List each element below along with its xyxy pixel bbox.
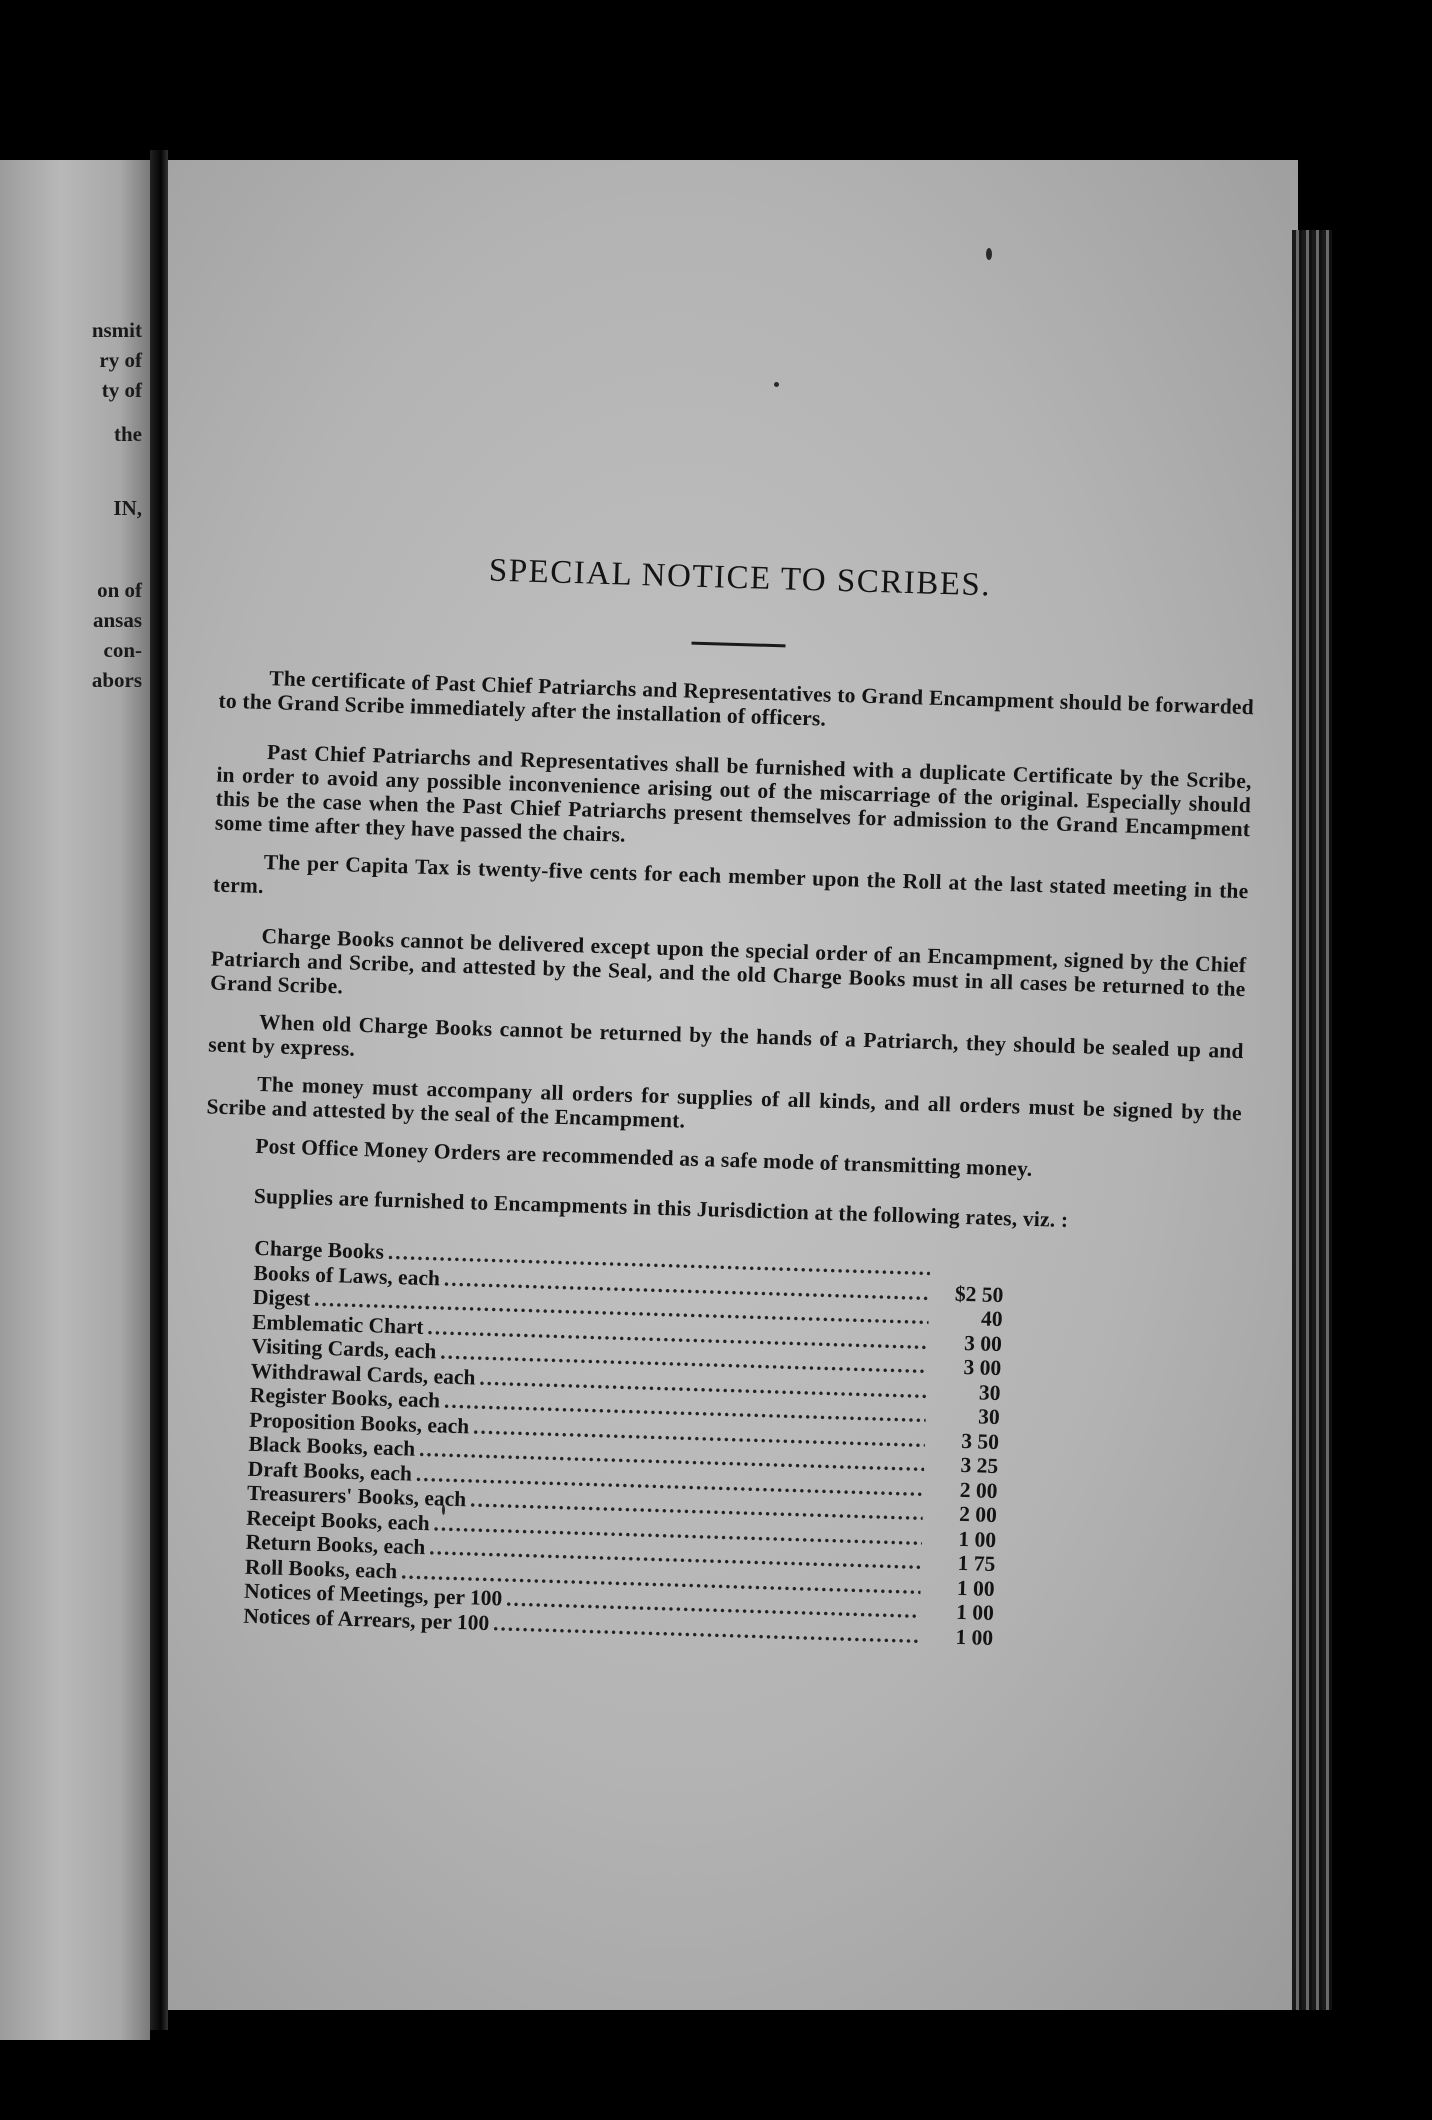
facing-page-line: IN,	[113, 496, 142, 520]
price-value: 40	[980, 1306, 1003, 1332]
price-item: Roll Books, each	[244, 1554, 398, 1583]
book-gutter	[150, 150, 168, 2030]
facing-page-line: ry of	[99, 348, 142, 372]
price-value: 1 00	[958, 1526, 997, 1552]
price-value	[934, 1275, 1004, 1277]
price-value: 1 00	[955, 1624, 994, 1650]
price-item: Books of Laws, each	[253, 1260, 441, 1290]
price-item: Register Books, each	[249, 1382, 441, 1413]
price-value: 3 00	[963, 1330, 1003, 1356]
paragraph: Past Chief Patriarchs and Representatives shall be furnished with a duplicate Certificate by the Scribe, in order to avoid any possible inconvenience arising out of the miscarriage of the original. Especially should this be the case when the Past Chief Patriarchs present themselves for admission to the Grand Encampment some time after they have passed the chairs.	[214, 740, 1253, 847]
paragraph: The money must accompany all orders for supplies of all kinds, and all orders must be signed by the Scribe and attested by the seal of the Encampment.	[206, 1071, 1243, 1133]
price-item: Notices of Meetings, per 100	[243, 1578, 503, 1611]
paragraph: When old Charge Books cannot be returned by the hands of a Patriarch, they should be sealed up and sent by express.	[208, 1009, 1245, 1064]
price-value: 1 75	[957, 1550, 996, 1576]
price-value: 30	[978, 1379, 1001, 1405]
price-value: 2 00	[959, 1477, 998, 1503]
facing-page	[0, 160, 150, 2040]
price-item: Receipt Books, each	[246, 1505, 430, 1535]
price-value: 3 25	[960, 1452, 999, 1479]
price-item: Return Books, each	[245, 1529, 426, 1560]
price-value: 30	[977, 1404, 1001, 1430]
facing-page-line: ansas	[92, 608, 142, 632]
facing-page-text	[92, 315, 142, 695]
price-item: Emblematic Chart	[251, 1309, 424, 1339]
page-edge-stack	[1292, 230, 1332, 2010]
price-item: Proposition Books, each	[248, 1407, 470, 1438]
price-value: 3 00	[963, 1354, 1002, 1381]
facing-page-line: con-	[103, 638, 142, 662]
facing-page-line: ty of	[101, 378, 142, 402]
price-value: 3 50	[960, 1428, 1000, 1454]
paragraph: Supplies are furnished to Encampments in this Jurisdiction at the following rates, viz. :	[253, 1183, 1069, 1233]
price-item: Withdrawal Cards, each	[250, 1358, 476, 1389]
price-item: Notices of Arrears, per 100	[243, 1603, 490, 1635]
price-value: $2 50	[954, 1281, 1004, 1307]
facing-page-line: abors	[91, 668, 142, 692]
price-list	[243, 1236, 1004, 1650]
notice-content	[191, 545, 1258, 1657]
facing-page-line: the	[114, 422, 142, 446]
title-rule	[691, 642, 785, 648]
price-value: 1 00	[956, 1575, 995, 1601]
price-item: Treasurers' Books, each	[246, 1480, 467, 1512]
document-page	[168, 160, 1298, 2010]
price-value: 1 00	[955, 1599, 995, 1625]
price-item: Black Books, each	[248, 1431, 416, 1461]
price-item: Charge Books	[254, 1235, 385, 1264]
price-item: Visiting Cards, each	[251, 1333, 437, 1364]
paragraph: Post Office Money Orders are recommended as a safe mode of transmitting money.	[255, 1133, 1033, 1181]
paragraph: Charge Books cannot be delivered except upon the special order of an Encampment, signed by the Chief Patriarch and Scribe, and attested by the Seal, and the old Charge Books must in all cases be returned to the Grand Scribe.	[209, 923, 1247, 1002]
ink-speck	[774, 382, 779, 387]
page-title: SPECIAL NOTICE TO SCRIBES.	[488, 552, 992, 604]
ink-speck	[986, 248, 992, 260]
price-value: 2 00	[958, 1501, 998, 1528]
facing-page-line: nsmit	[91, 318, 142, 342]
paragraph: The certificate of Past Chief Patriarchs and Representatives to Grand Encampment should be forwarded to the Grand Scribe immediately after the installation of officers.	[218, 666, 1255, 731]
facing-page-line: on of	[97, 578, 142, 602]
paragraph: The per Capita Tax is twenty-five cents for each member upon the Roll at the last stated meeting in the term.	[212, 849, 1249, 904]
price-item: Draft Books, each	[247, 1456, 413, 1486]
price-item: Digest	[252, 1284, 311, 1311]
